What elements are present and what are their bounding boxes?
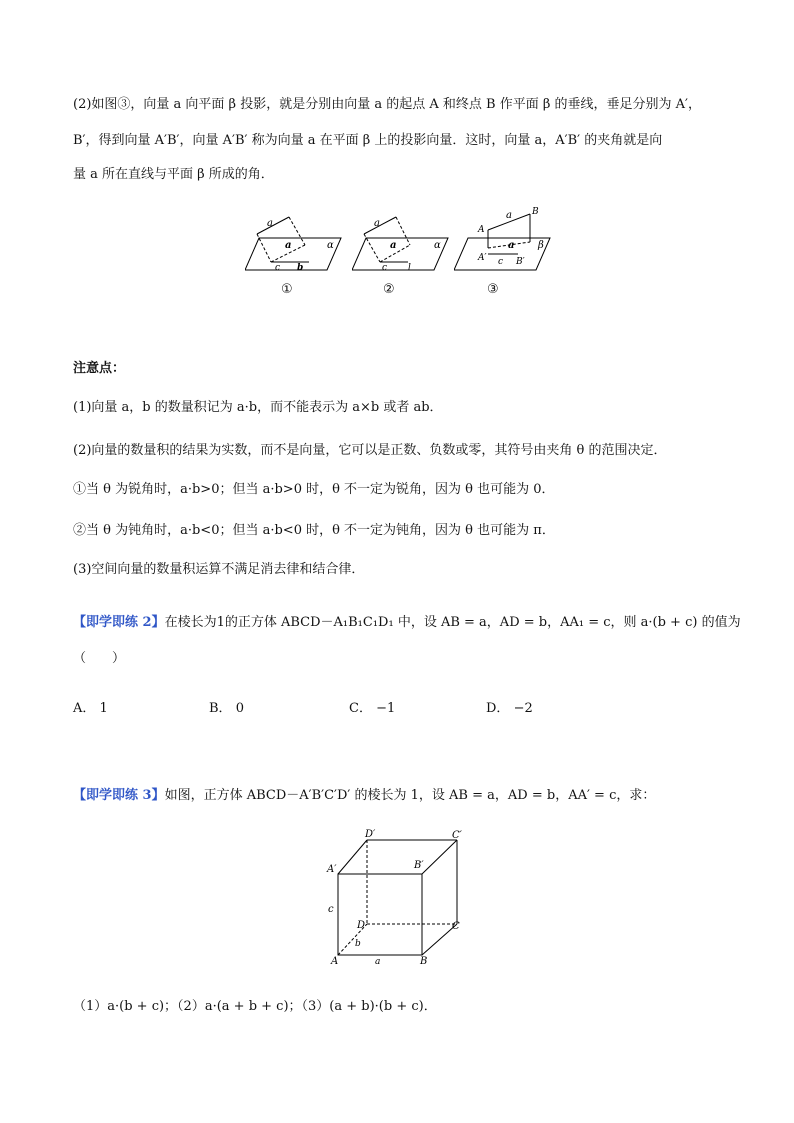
- option-b-value: 0: [235, 701, 244, 716]
- cube-label-D-prime: D′: [365, 829, 376, 840]
- fig3-label-a: a: [506, 210, 512, 221]
- practice2-stem: 在棱长为1的正方体 ABCD－A₁B₁C₁D₁ 中，设 AB = a，AD = b，AA₁ = c，则 a·(b + c) 的值为: [164, 615, 741, 630]
- fig1-label-alpha: α: [327, 240, 334, 251]
- cube-label-a: a: [375, 957, 381, 967]
- cube-label-C: C: [452, 921, 460, 932]
- projection-figure-2: [352, 212, 452, 278]
- figure-caption-1: ①: [281, 282, 293, 297]
- option-d[interactable]: [486, 697, 533, 716]
- fig3-label-c: c: [498, 257, 504, 267]
- option-a[interactable]: [73, 697, 108, 716]
- option-b-label: B．: [209, 701, 232, 716]
- fig2-label-a2: a: [390, 240, 397, 251]
- practice3-tag: 【即学即练 3】: [73, 788, 165, 803]
- fig1-label-b: b: [297, 263, 304, 273]
- option-b[interactable]: [209, 697, 244, 716]
- fig1-label-c: c: [275, 263, 281, 273]
- fig2-label-l: l: [408, 263, 411, 273]
- cube-label-b: b: [355, 939, 361, 949]
- fig3-label-A-prime: A′: [478, 253, 487, 263]
- projection-figure-3: [454, 202, 554, 278]
- option-a-value: 1: [99, 701, 108, 716]
- option-c[interactable]: [349, 697, 395, 716]
- figure-caption-3: ③: [487, 282, 499, 297]
- fig3-label-A: A: [478, 225, 485, 235]
- practice3-questions: （1）a·(b + c)；（2）a·(a + b + c)；（3）(a + b)·(b + c)．: [73, 999, 437, 1014]
- cube-label-B: B: [420, 956, 428, 967]
- practice2-paren: （ ）: [73, 651, 126, 666]
- cube-label-C-prime: C′: [452, 830, 462, 841]
- option-d-value: −2: [513, 701, 533, 716]
- note-5: (3)空间向量的数量积运算不满足消去律和结合律．: [73, 562, 365, 577]
- fig2-label-alpha: α: [434, 240, 441, 251]
- figure-caption-2: ②: [383, 282, 395, 297]
- fig1-label-a: a: [267, 218, 273, 229]
- projection-figure-1: [245, 212, 345, 278]
- practice3-stem-line: [73, 788, 655, 804]
- cube-label-c: c: [328, 904, 334, 915]
- note-3: ①当 θ 为锐角时，a·b>0；但当 a·b>0 时，θ 不一定为锐角，因为 θ 也可能为 0．: [73, 482, 555, 497]
- paragraph-line-1: (2)如图③，向量 a 向平面 β 投影，就是分别由向量 a 的起点 A 和终点 B 作平面 β 的垂线，垂足分别为 A′，: [73, 97, 701, 112]
- fig3-label-B-prime: B′: [516, 257, 525, 267]
- practice3-stem: 如图，正方体 ABCD－A′B′C′D′ 的棱长为 1，设 AB = a，AD = b，AA′ = c，求：: [164, 788, 656, 803]
- practice2-stem-line: [73, 615, 741, 631]
- practice2-tag: 【即学即练 2】: [73, 615, 165, 630]
- option-d-label: D．: [486, 701, 510, 716]
- fig2-label-c: c: [382, 263, 388, 273]
- notes-title: 注意点：: [73, 361, 126, 376]
- option-c-label: C．: [349, 701, 372, 716]
- cube-label-B-prime: B′: [414, 860, 424, 871]
- fig2-label-a: a: [374, 218, 380, 229]
- cube-figure: [325, 828, 470, 968]
- paragraph-line-3: 量 a 所在直线与平面 β 所成的角．: [73, 167, 274, 182]
- cube-label-A-prime: A′: [327, 864, 337, 875]
- option-a-label: A．: [73, 701, 96, 716]
- paragraph-line-2: B′，得到向量 A′B′，向量 A′B′ 称为向量 a 在平面 β 上的投影向量．这时，向量 a，A′B′ 的夹角就是向: [73, 133, 663, 148]
- fig3-label-B: B: [532, 207, 539, 217]
- cube-label-A: A: [331, 956, 339, 967]
- note-2: (2)向量的数量积的结果为实数，而不是向量，它可以是正数、负数或零，其符号由夹角 θ 的范围决定．: [73, 443, 667, 458]
- cube-label-D: D: [357, 920, 366, 931]
- fig1-label-a2: a: [285, 240, 292, 251]
- note-4: ②当 θ 为钝角时，a·b<0；但当 a·b<0 时，θ 不一定为钝角，因为 θ 也可能为 π．: [73, 523, 555, 538]
- note-1: (1)向量 a，b 的数量积记为 a·b，而不能表示为 a×b 或者 ab．: [73, 400, 443, 415]
- option-c-value: −1: [376, 701, 396, 716]
- fig3-label-beta: β: [538, 240, 544, 251]
- fig3-label-a2: a: [508, 240, 515, 251]
